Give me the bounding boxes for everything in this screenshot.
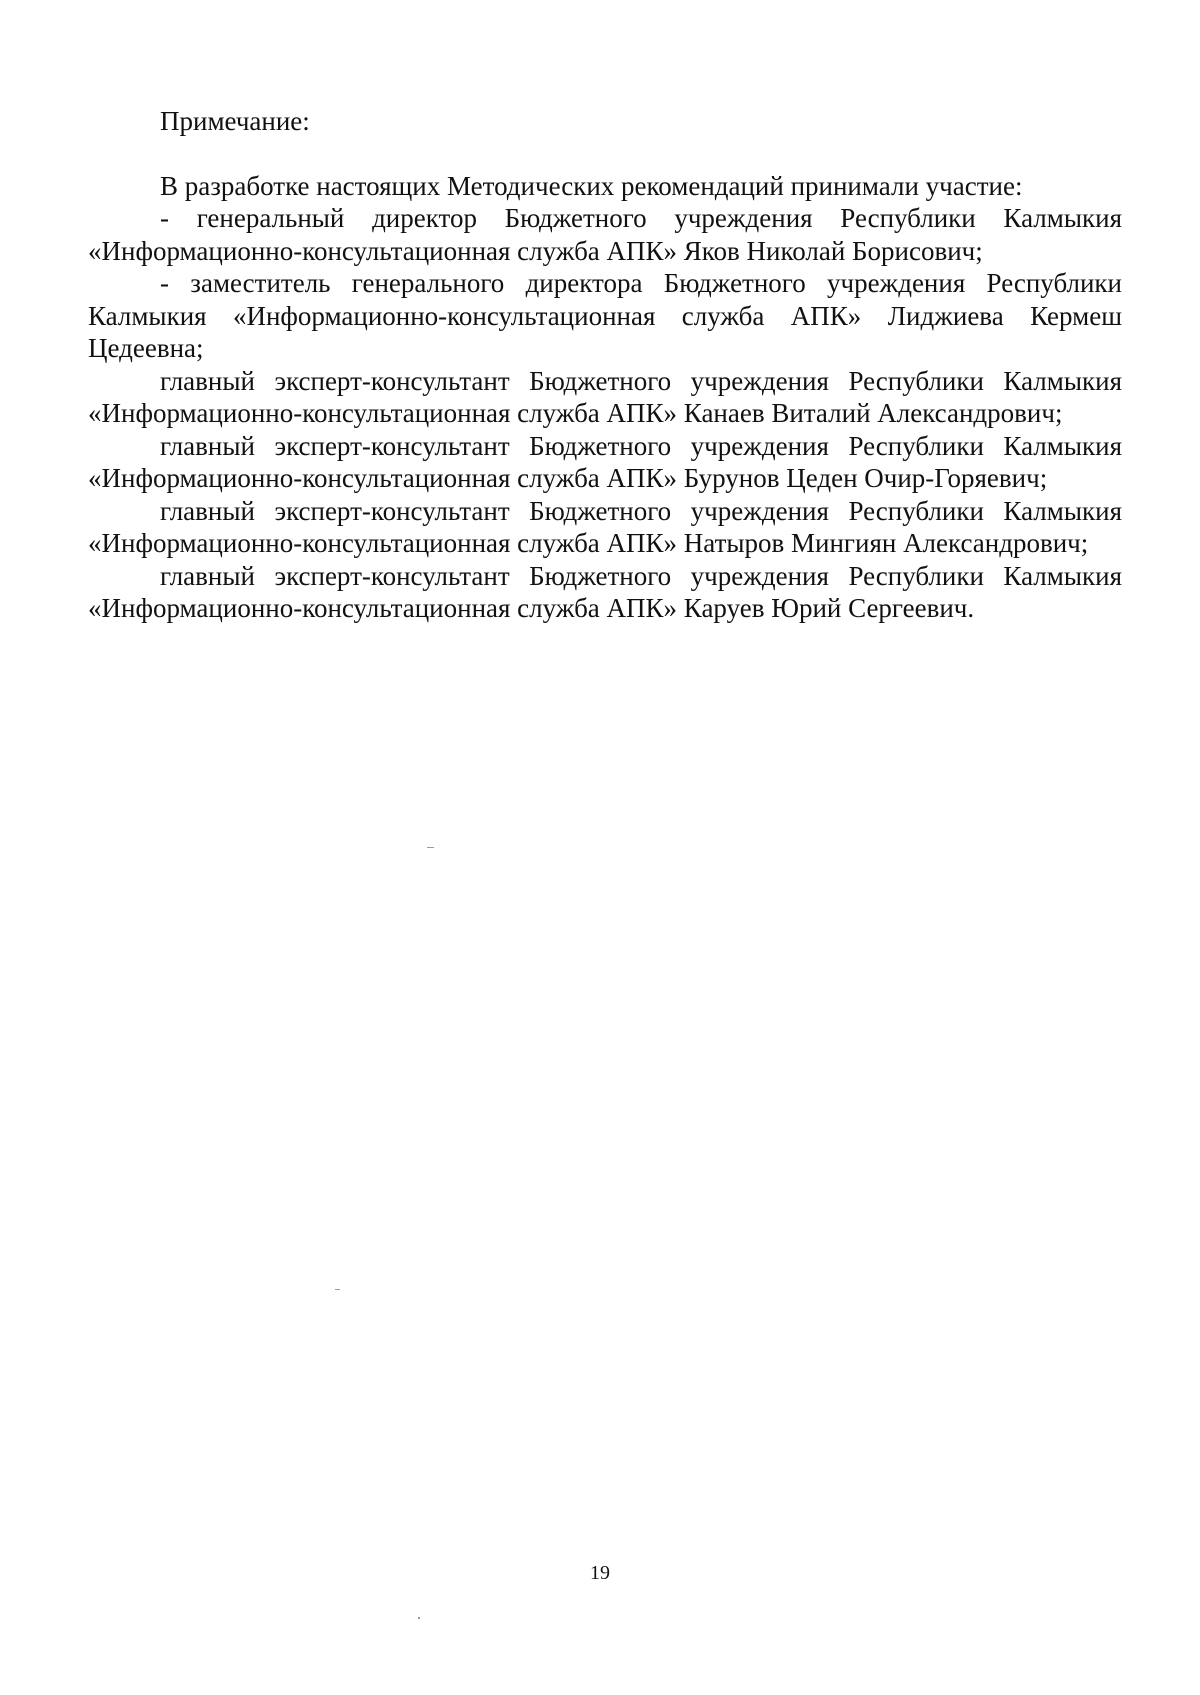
note-label: Примечание: [160,106,310,136]
document-body [88,105,1122,625]
participant-paragraph: главный эксперт-консультант Бюджетного учреждения Республики Калмыкия «Информационно-консультационная служба АПК» Натыров Мингиян Александрович; [88,495,1122,558]
participant-paragraph: главный эксперт-консультант Бюджетного учреждения Республики Калмыкия «Информационно-консультационная служба АПК» Канаев Виталий Александрович; [88,365,1122,428]
intro-paragraph: В разработке настоящих Методических рекомендаций принимали участие: [160,170,1023,201]
participant-paragraph: - генеральный директор Бюджетного учреждения Республики Калмыкия «Информационно-консультационная служба АПК» Яков Николай Борисович; [88,203,1122,266]
scan-speck [335,1289,340,1290]
scan-speck [418,1617,420,1619]
participant-paragraph: главный эксперт-консультант Бюджетного учреждения Республики Калмыкия «Информационно-консультационная служба АПК» Каруев Юрий Сергеевич. [88,560,1122,623]
page-number: 19 [590,1562,610,1584]
participant-paragraph: - заместитель генерального директора Бюджетного учреждения Республики Калмыкия «Информационно-консультационная служба АПК» Лиджиева Кермеш Цедеевна; [88,268,1122,363]
participant-paragraph: главный эксперт-консультант Бюджетного учреждения Республики Калмыкия «Информационно-консультационная служба АПК» Бурунов Цеден Очир-Горяевич; [88,430,1122,493]
scan-speck [427,847,434,848]
